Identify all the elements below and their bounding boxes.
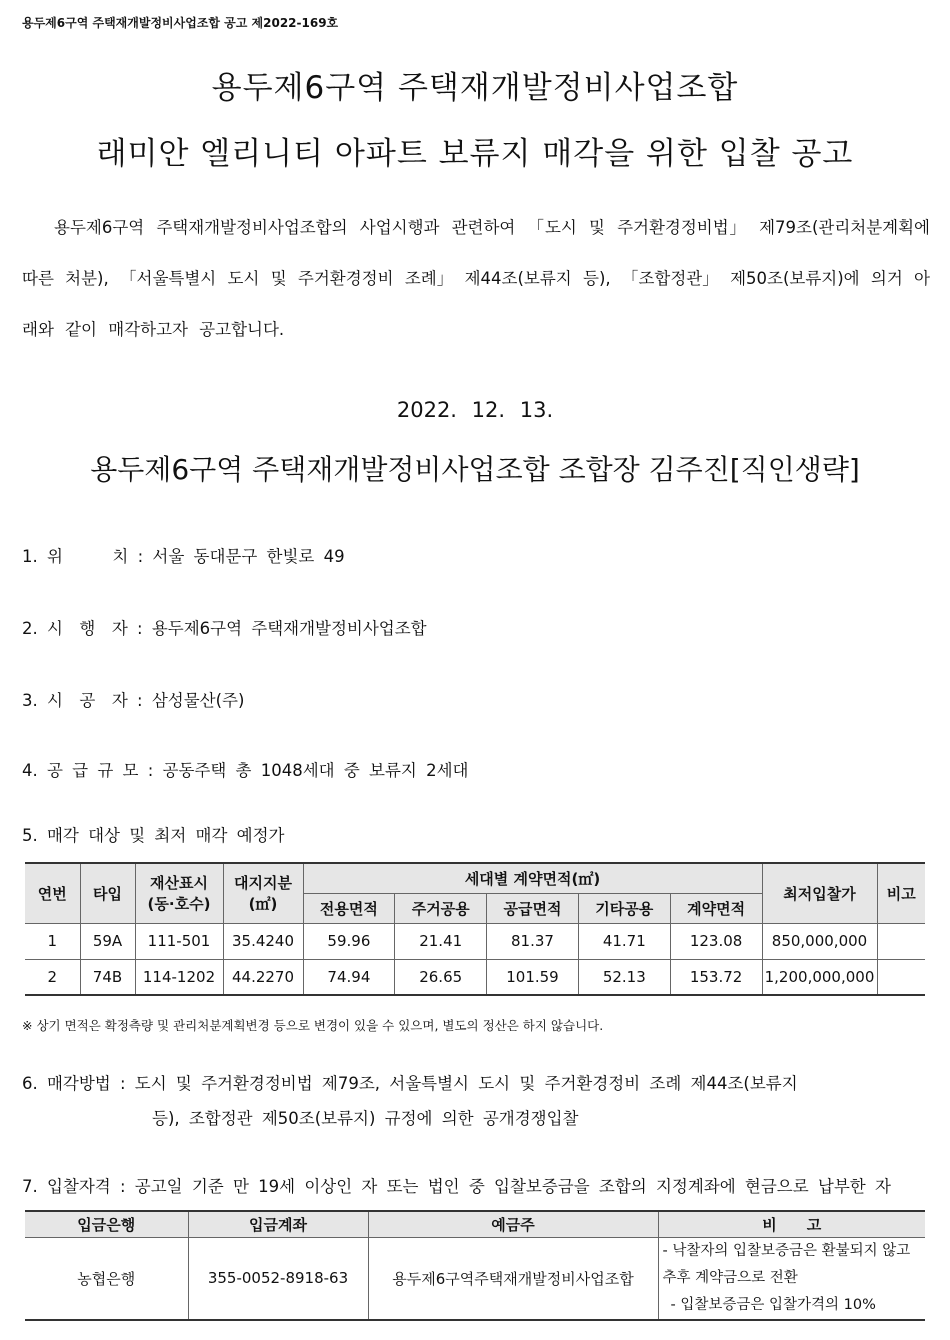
- cell: 111-501: [135, 923, 223, 959]
- cell: 850,000,000: [762, 923, 877, 959]
- cell: 59A: [80, 923, 135, 959]
- notice-date: 2022. 12. 13.: [396, 398, 554, 422]
- cell: [877, 959, 925, 995]
- item-sale-method: 6. 매각방법 : 도시 및 주거환경정비법 제79조, 서울특별시 도시 및 주거환경정비 조례 제44조(보류지: [22, 1074, 798, 1093]
- col-header: 입금은행: [25, 1211, 188, 1237]
- item-eligibility: 7. 입찰자격 : 공고일 기준 만 19세 이상인 자 또는 법인 중 입찰보증금을 조합의 지정계좌에 현금으로 납부한 자: [22, 1177, 891, 1196]
- cell: 44.2270: [223, 959, 303, 995]
- sale-target-table: [25, 862, 925, 996]
- sub-header: 계약면적: [670, 893, 762, 923]
- cell: 1,200,000,000: [762, 959, 877, 995]
- cell: 35.4240: [223, 923, 303, 959]
- item-sale-target: 5. 매각 대상 및 최저 매각 예정가: [22, 826, 285, 845]
- sub-header: 주거공용: [395, 893, 487, 923]
- col-header: 비 고: [658, 1211, 925, 1237]
- remarks: [658, 1237, 925, 1320]
- cell: 101.59: [487, 959, 579, 995]
- item-sale-method-cont: 등), 조합정관 제50조(보류지) 규정에 의한 공개경쟁입찰: [152, 1109, 579, 1128]
- title-line-1: 용두제6구역 주택재개발정비사업조합: [211, 70, 739, 106]
- account-holder: 용두제6구역주택재개발정비사업조합: [368, 1237, 658, 1320]
- cell: 81.37: [487, 923, 579, 959]
- item-operator: 2. 시 행 자 : 용두제6구역 주택재개발정비사업조합: [22, 619, 427, 638]
- cell: 59.96: [303, 923, 395, 959]
- cell: 74B: [80, 959, 135, 995]
- cell: 1: [25, 923, 80, 959]
- cell: [877, 923, 925, 959]
- remark-2: - 입찰보증금은 입찰가격의 10%: [670, 1296, 876, 1313]
- sub-header: 공급면적: [487, 893, 579, 923]
- cell: 153.72: [670, 959, 762, 995]
- area-note: ※ 상기 면적은 확정측량 및 관리처분계획변경 등으로 변경이 있을 수 있으며, 별도의 정산은 하지 않습니다.: [22, 1018, 604, 1033]
- table-row: [25, 959, 925, 995]
- col-header: 연번: [25, 863, 80, 923]
- item-location: 1. 위 치 : 서울 동대문구 한빛로 49: [22, 547, 345, 566]
- account-number: 355-0052-8918-63: [188, 1237, 368, 1320]
- cell: 123.08: [670, 923, 762, 959]
- bank-name: 농협은행: [25, 1237, 188, 1320]
- remark-1: - 낙찰자의 입찰보증금은 환불되지 않고 추후 계약금으로 전환: [662, 1242, 911, 1286]
- title-line-2: 래미안 엘리니티 아파트 보류지 매각을 위한 입찰 공고: [96, 136, 854, 172]
- sub-header: 기타공용: [578, 893, 670, 923]
- col-header: 예금주: [368, 1211, 658, 1237]
- col-header: 타입: [80, 863, 135, 923]
- table-row: [25, 923, 925, 959]
- item-constructor: 3. 시 공 자 : 삼성물산(주): [22, 691, 245, 710]
- cell: 41.71: [578, 923, 670, 959]
- col-header-group: 세대별 계약면적(㎡): [303, 863, 762, 893]
- col-header: 재산표시 (동·호수): [135, 863, 223, 923]
- cell: 52.13: [578, 959, 670, 995]
- deposit-account-table: [25, 1210, 925, 1321]
- item-supply-scale: 4. 공 급 규 모 : 공동주택 총 1048세대 중 보류지 2세대: [22, 761, 469, 780]
- col-header: 대지지분 (㎡): [223, 863, 303, 923]
- col-header: 최저입찰가: [762, 863, 877, 923]
- col-header: 입금계좌: [188, 1211, 368, 1237]
- cell: 21.41: [395, 923, 487, 959]
- notice-number: 용두제6구역 주택재개발정비사업조합 공고 제2022-169호: [22, 16, 339, 30]
- cell: 2: [25, 959, 80, 995]
- intro-paragraph: 용두제6구역 주택재개발정비사업조합의 사업시행과 관련하여 「도시 및 주거환경정비법」 제79조(관리처분계획에 따른 처분), 「서울특별시 도시 및 주거환경정비 조례」 제44조(보류지 등), 「조합정관」 제50조(보류지)에 의거 아래와 같이 매각하고자 공고합니다.: [22, 218, 930, 339]
- cell: 74.94: [303, 959, 395, 995]
- signature: 용두제6구역 주택재개발정비사업조합 조합장 김주진[직인생략]: [90, 453, 860, 486]
- cell: 26.65: [395, 959, 487, 995]
- col-header: 비고: [877, 863, 925, 923]
- table-row: [25, 1237, 925, 1320]
- cell: 114-1202: [135, 959, 223, 995]
- sub-header: 전용면적: [303, 893, 395, 923]
